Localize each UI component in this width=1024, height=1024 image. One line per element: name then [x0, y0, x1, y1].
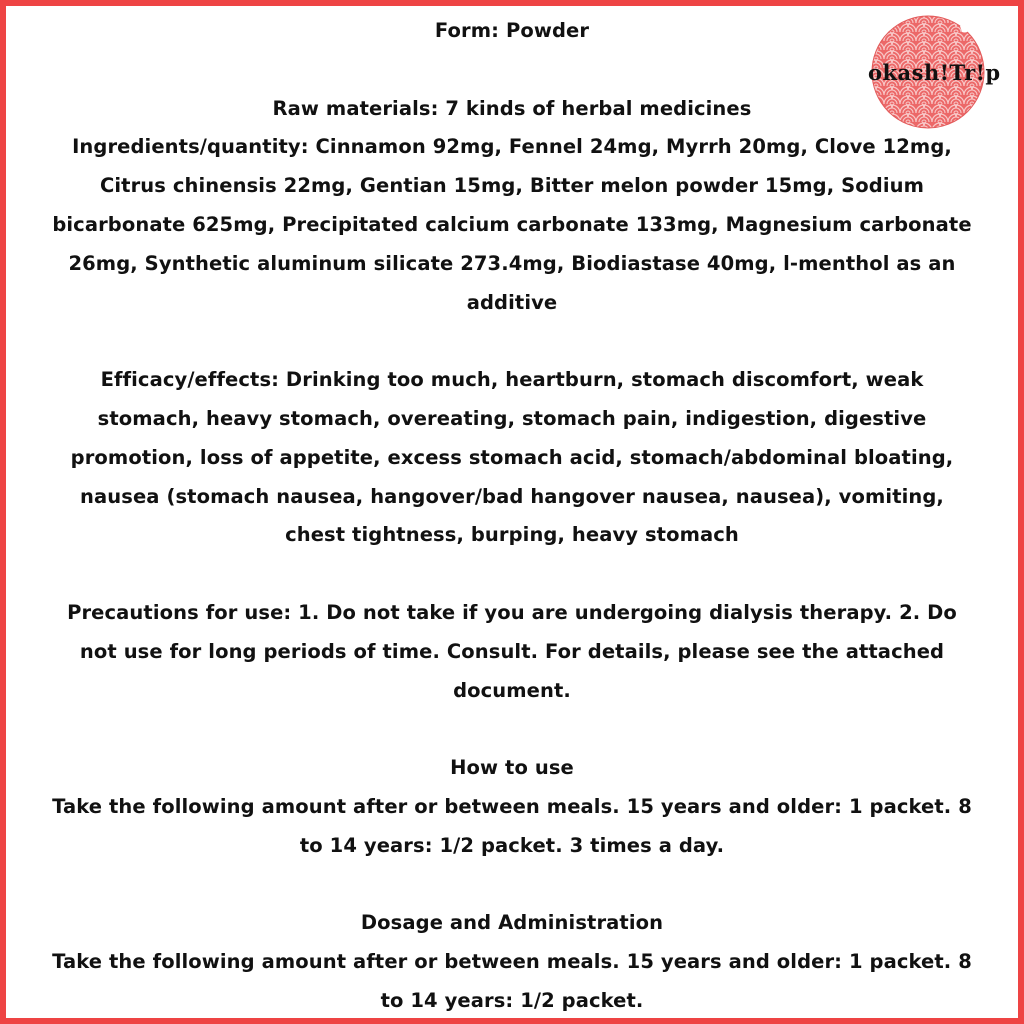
form-line: Form: Powder	[434, 19, 590, 42]
raw-materials-line: Raw materials: 7 kinds of herbal medicines	[272, 96, 752, 120]
how-to-use-text: Take the following amount after or between meals. 15 years and older: 1 packet. 8 to 14 years: 1/2 packet. 3 times a day.	[52, 794, 972, 857]
spacer	[50, 555, 974, 594]
efficacy-paragraph: Efficacy/effects: Drinking too much, heartburn, stomach discomfort, weak stomach, heavy stomach, overeating, stomach pain, indigestion, digestive promotion, loss of appetite, excess stomach acid, stomach/abdominal bloating, nausea (stomach nausea, hangover/bad hangover nausea, nausea), vomiting, chest tightness, burping, heavy stomach	[70, 368, 954, 547]
logo-text: okash!Tr!p	[868, 60, 1001, 85]
spacer	[50, 866, 974, 905]
ingredients-paragraph: Ingredients/quantity: Cinnamon 92mg, Fennel 24mg, Myrrh 20mg, Clove 12mg, Citrus chinensis 22mg, Gentian 15mg, Bitter melon powder 15mg, Sodium bicarbonate 625mg, Precipitated calcium carbonate 133mg, Magnesium carbonate 26mg, Synthetic aluminum silicate 273.4mg, Biodiastase 40mg, l-menthol as an additive	[52, 135, 972, 314]
precautions-paragraph: Precautions for use: 1. Do not take if you are undergoing dialysis therapy. 2. Do not use for long periods of time. Consult. For details, please see the attached document.	[67, 600, 957, 702]
dosage-heading: Dosage and Administration	[360, 911, 664, 935]
dosage-text: Take the following amount after or between meals. 15 years and older: 1 packet. 8 to 14 years: 1/2 packet.	[52, 950, 972, 1012]
how-to-use-heading: How to use	[450, 756, 574, 780]
spacer	[50, 322, 974, 361]
spacer	[50, 710, 974, 749]
document-body	[50, 12, 974, 1021]
spacer	[50, 51, 974, 90]
